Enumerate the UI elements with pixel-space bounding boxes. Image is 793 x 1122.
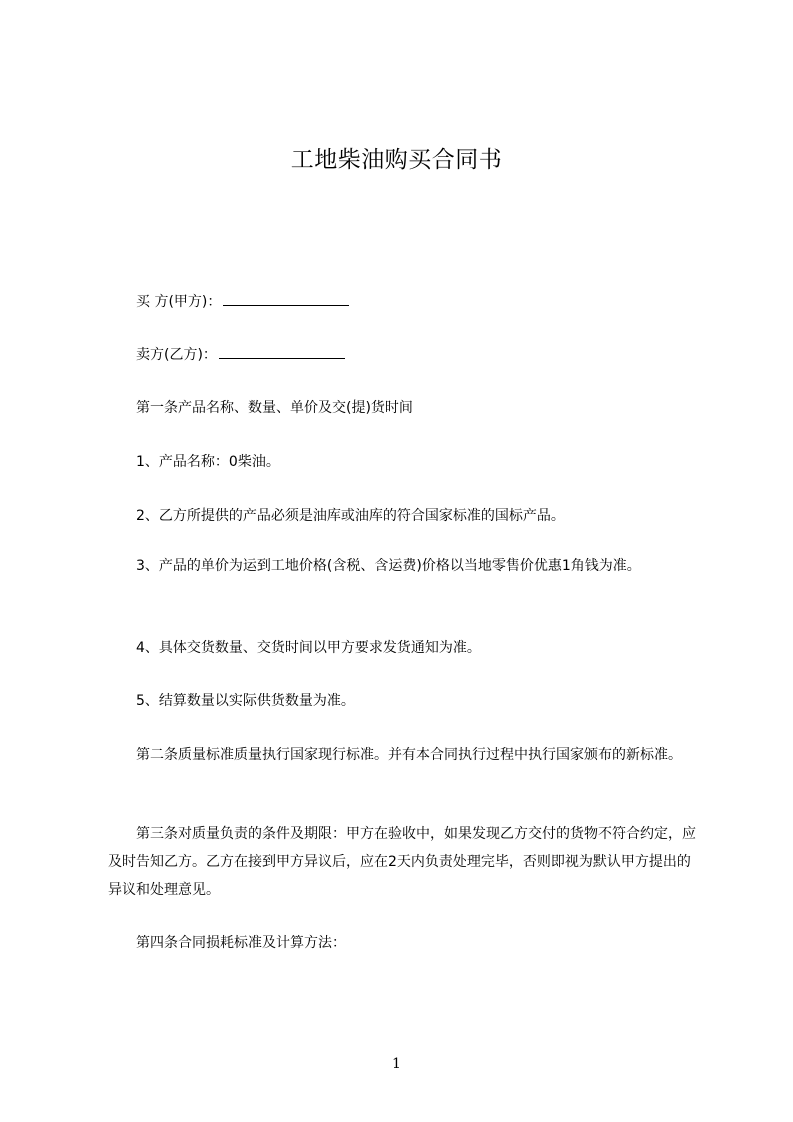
- page-number: 1: [392, 1056, 401, 1072]
- article4-heading: 第四条合同损耗标准及计算方法：: [136, 935, 346, 951]
- buyer-label: 买 方(甲方)：: [136, 294, 222, 310]
- buyer-blank: [223, 291, 349, 306]
- seller-blank: [219, 344, 345, 359]
- article-2: 第二条质量标准质量执行国家现行标准。并有本合同执行过程中执行国家颁布的新标准。: [136, 747, 682, 763]
- seller-line: [108, 344, 728, 365]
- item-3: 3、产品的单价为运到工地价格(含税、含运费)价格以当地零售价优惠1角钱为准。: [136, 558, 641, 574]
- item-5: 5、结算数量以实际供货数量为准。: [136, 693, 355, 709]
- item-4: 4、具体交货数量、交货时间以甲方要求发货通知为准。: [136, 640, 481, 656]
- buyer-line: [108, 291, 728, 312]
- document-title: 工地柴油购买合同书: [290, 147, 503, 173]
- item-2: 2、乙方所提供的产品必须是油库或油库的符合国家标准的国标产品。: [136, 508, 565, 524]
- item-1: 1、产品名称：0柴油。: [136, 454, 280, 470]
- seller-label: 卖方(乙方)：: [136, 347, 217, 363]
- article-3: 第三条对质量负责的条件及期限：甲方在验收中，如果发现乙方交付的货物不符合约定，应及时告知乙方。乙方在接到甲方异议后，应在2天内负责处理完毕，否则即视为默认甲方提出的异议和处理意见。: [108, 826, 696, 898]
- article1-heading: 第一条产品名称、数量、单价及交(提)货时间: [136, 400, 413, 416]
